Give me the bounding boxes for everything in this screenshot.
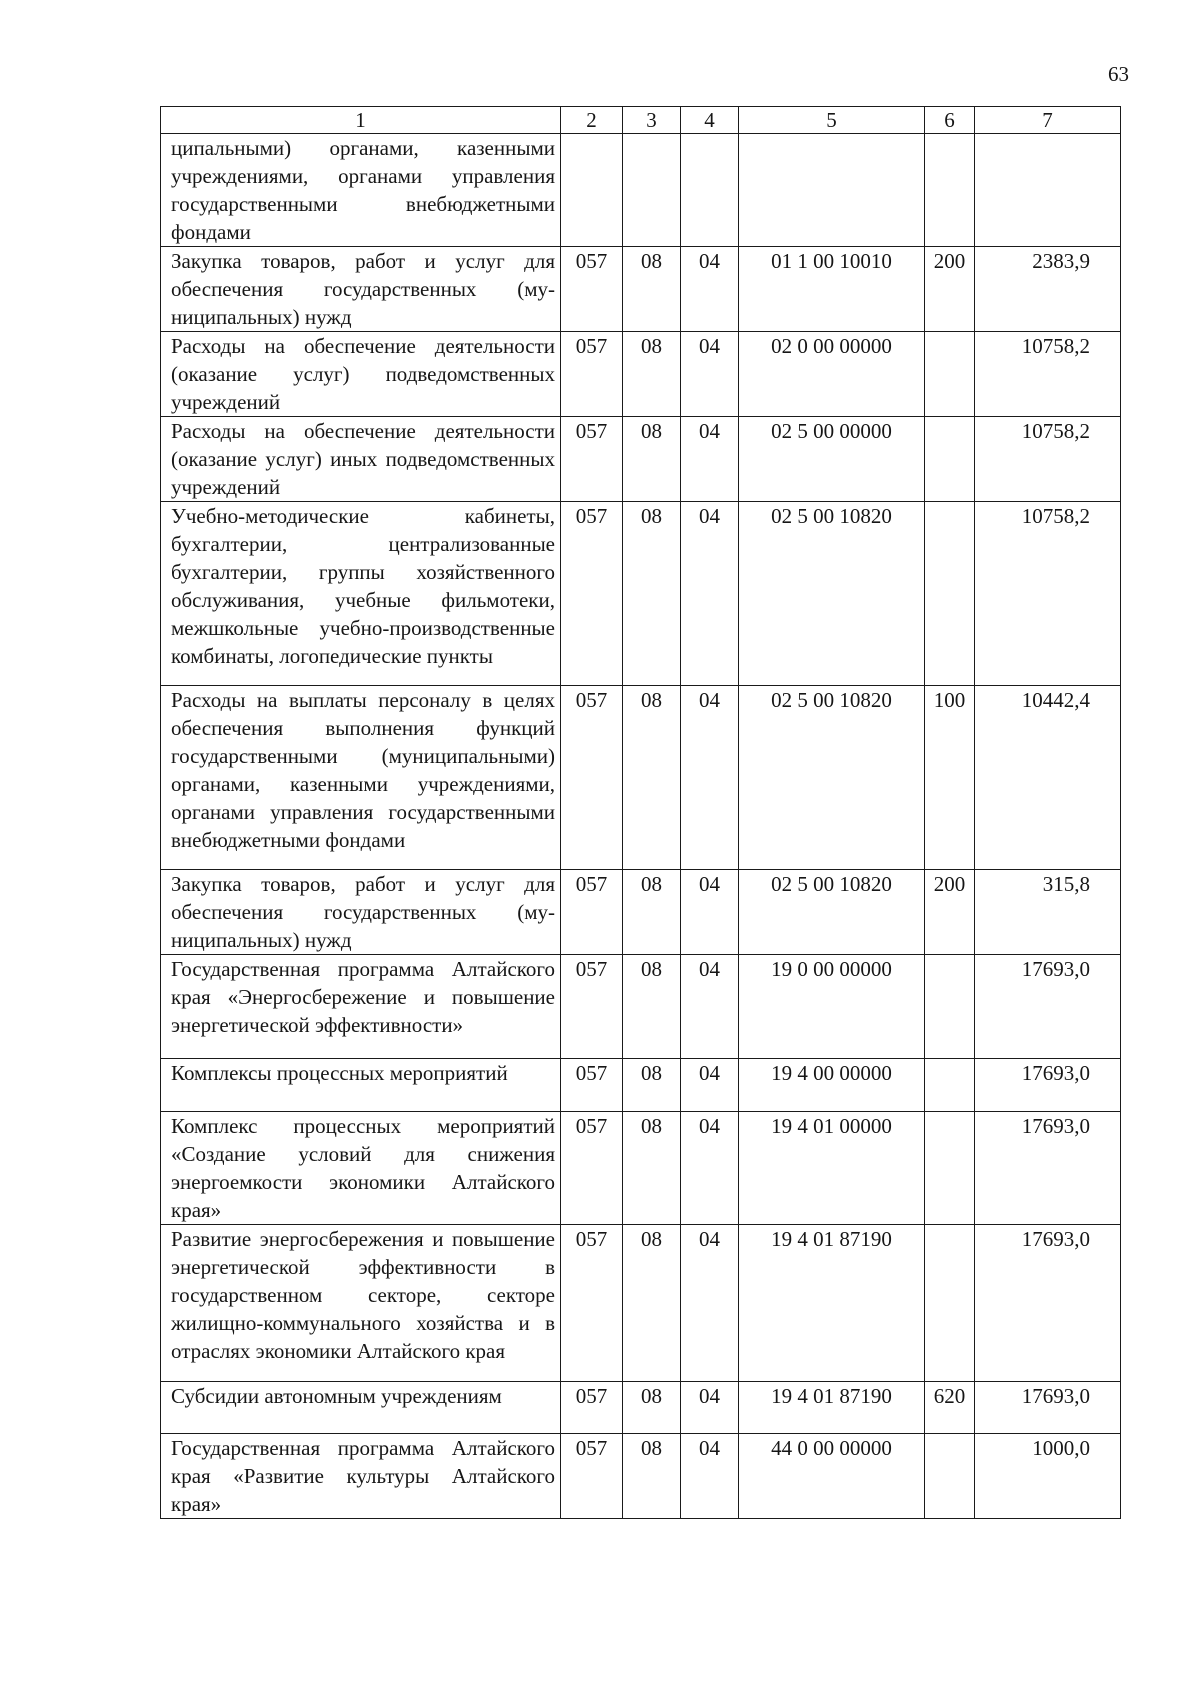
cell-amount: 17693,0 bbox=[975, 1059, 1121, 1112]
row-description: Государственная программа Алтайского края «Развитие культуры Алтайского края» bbox=[161, 1434, 561, 1519]
table-row bbox=[161, 1434, 1121, 1519]
row-description: Комплекс процессных мероприятий «Создание условий для снижения энергоемкости экономики Алтайского края» bbox=[161, 1112, 561, 1225]
cell-target-article: 19 4 01 87190 bbox=[739, 1382, 925, 1434]
table-row bbox=[161, 1382, 1121, 1434]
cell-subsection: 04 bbox=[681, 1225, 739, 1382]
cell-target-article bbox=[739, 134, 925, 247]
table-body bbox=[161, 134, 1121, 1519]
cell-expense-type: 200 bbox=[925, 247, 975, 332]
cell-amount: 17693,0 bbox=[975, 1112, 1121, 1225]
cell-expense-type bbox=[925, 1225, 975, 1382]
cell-target-article: 19 4 00 00000 bbox=[739, 1059, 925, 1112]
cell-amount: 10442,4 bbox=[975, 686, 1121, 870]
cell-admin-code bbox=[561, 134, 623, 247]
cell-target-article: 19 4 01 87190 bbox=[739, 1225, 925, 1382]
cell-admin-code: 057 bbox=[561, 1112, 623, 1225]
row-description: Расходы на выплаты персоналу в целях обеспечения выполнения функций государственными (муниципальными) органами, казенными учреждениями, органами управления государственными внебюджетными фондами bbox=[161, 686, 561, 870]
cell-expense-type bbox=[925, 1434, 975, 1519]
table-row bbox=[161, 247, 1121, 332]
cell-expense-type bbox=[925, 1059, 975, 1112]
cell-admin-code: 057 bbox=[561, 1434, 623, 1519]
cell-admin-code: 057 bbox=[561, 1225, 623, 1382]
column-header: 5 bbox=[739, 107, 925, 134]
cell-expense-type: 200 bbox=[925, 870, 975, 955]
cell-amount: 2383,9 bbox=[975, 247, 1121, 332]
row-description: Закупка товаров, работ и услуг для обеспечения государственных (муниципальных) нужд bbox=[161, 870, 561, 955]
cell-subsection: 04 bbox=[681, 247, 739, 332]
cell-subsection: 04 bbox=[681, 955, 739, 1059]
cell-expense-type bbox=[925, 332, 975, 417]
column-header: 2 bbox=[561, 107, 623, 134]
column-header: 4 bbox=[681, 107, 739, 134]
budget-table bbox=[160, 106, 1121, 1519]
cell-section: 08 bbox=[623, 247, 681, 332]
row-description: Развитие энергосбережения и повышение энергетической эффективности в государственном секторе, секторе жилищно-коммунального хозяйства и в отраслях экономики Алтайского края bbox=[161, 1225, 561, 1382]
cell-expense-type: 100 bbox=[925, 686, 975, 870]
cell-expense-type bbox=[925, 955, 975, 1059]
column-header: 3 bbox=[623, 107, 681, 134]
row-description: Комплексы процессных мероприятий bbox=[161, 1059, 561, 1112]
cell-subsection: 04 bbox=[681, 686, 739, 870]
table-row bbox=[161, 1112, 1121, 1225]
cell-subsection: 04 bbox=[681, 870, 739, 955]
cell-expense-type bbox=[925, 417, 975, 502]
table-row bbox=[161, 686, 1121, 870]
cell-target-article: 02 5 00 10820 bbox=[739, 686, 925, 870]
table-header-row bbox=[161, 107, 1121, 134]
table-row bbox=[161, 1059, 1121, 1112]
cell-amount: 10758,2 bbox=[975, 332, 1121, 417]
cell-admin-code: 057 bbox=[561, 955, 623, 1059]
cell-amount: 315,8 bbox=[975, 870, 1121, 955]
cell-subsection: 04 bbox=[681, 332, 739, 417]
cell-section: 08 bbox=[623, 332, 681, 417]
cell-section: 08 bbox=[623, 955, 681, 1059]
cell-amount: 17693,0 bbox=[975, 1225, 1121, 1382]
cell-target-article: 02 5 00 10820 bbox=[739, 502, 925, 686]
cell-amount: 1000,0 bbox=[975, 1434, 1121, 1519]
table-row bbox=[161, 134, 1121, 247]
row-description: Расходы на обеспечение деятельности (оказание услуг) подведомственных учреждений bbox=[161, 332, 561, 417]
table-row bbox=[161, 1225, 1121, 1382]
cell-subsection: 04 bbox=[681, 1434, 739, 1519]
cell-expense-type: 620 bbox=[925, 1382, 975, 1434]
cell-amount: 17693,0 bbox=[975, 955, 1121, 1059]
column-header: 6 bbox=[925, 107, 975, 134]
page-number: 63 bbox=[1108, 62, 1129, 86]
cell-section: 08 bbox=[623, 1225, 681, 1382]
cell-section: 08 bbox=[623, 686, 681, 870]
cell-expense-type bbox=[925, 1112, 975, 1225]
cell-amount bbox=[975, 134, 1121, 247]
cell-amount: 10758,2 bbox=[975, 417, 1121, 502]
cell-amount: 10758,2 bbox=[975, 502, 1121, 686]
row-description: Субсидии автономным учреждениям bbox=[161, 1382, 561, 1434]
row-description: Закупка товаров, работ и услуг для обеспечения государственных (муниципальных) нужд bbox=[161, 247, 561, 332]
cell-target-article: 19 0 00 00000 bbox=[739, 955, 925, 1059]
cell-section: 08 bbox=[623, 502, 681, 686]
row-description: ципальными) органами, казенными учреждениями, органами управления государственными внебюджетными фондами bbox=[161, 134, 561, 247]
cell-subsection: 04 bbox=[681, 502, 739, 686]
cell-section: 08 bbox=[623, 1434, 681, 1519]
cell-target-article: 02 5 00 10820 bbox=[739, 870, 925, 955]
cell-admin-code: 057 bbox=[561, 1382, 623, 1434]
column-header: 1 bbox=[161, 107, 561, 134]
cell-target-article: 01 1 00 10010 bbox=[739, 247, 925, 332]
table-row bbox=[161, 955, 1121, 1059]
cell-subsection: 04 bbox=[681, 1112, 739, 1225]
table-row bbox=[161, 417, 1121, 502]
cell-section: 08 bbox=[623, 1112, 681, 1225]
cell-section: 08 bbox=[623, 1382, 681, 1434]
cell-section: 08 bbox=[623, 417, 681, 502]
cell-target-article: 02 5 00 00000 bbox=[739, 417, 925, 502]
cell-admin-code: 057 bbox=[561, 417, 623, 502]
cell-section: 08 bbox=[623, 1059, 681, 1112]
cell-admin-code: 057 bbox=[561, 502, 623, 686]
cell-admin-code: 057 bbox=[561, 686, 623, 870]
row-description: Учебно-методические кабинеты, бухгалтерии, централизованные бухгалтерии, группы хозяйственного обслуживания, учебные фильмотеки, межшкольные учебно-производственные комбинаты, логопедические пункты bbox=[161, 502, 561, 686]
cell-subsection: 04 bbox=[681, 417, 739, 502]
cell-section: 08 bbox=[623, 870, 681, 955]
table-row bbox=[161, 332, 1121, 417]
cell-expense-type bbox=[925, 502, 975, 686]
cell-target-article: 02 0 00 00000 bbox=[739, 332, 925, 417]
cell-admin-code: 057 bbox=[561, 870, 623, 955]
cell-subsection bbox=[681, 134, 739, 247]
cell-subsection: 04 bbox=[681, 1382, 739, 1434]
cell-admin-code: 057 bbox=[561, 1059, 623, 1112]
table-row bbox=[161, 502, 1121, 686]
cell-amount: 17693,0 bbox=[975, 1382, 1121, 1434]
cell-admin-code: 057 bbox=[561, 247, 623, 332]
cell-section bbox=[623, 134, 681, 247]
cell-target-article: 44 0 00 00000 bbox=[739, 1434, 925, 1519]
cell-subsection: 04 bbox=[681, 1059, 739, 1112]
table-row bbox=[161, 870, 1121, 955]
column-header: 7 bbox=[975, 107, 1121, 134]
row-description: Расходы на обеспечение деятельности (оказание услуг) иных подведомственных учреждений bbox=[161, 417, 561, 502]
cell-expense-type bbox=[925, 134, 975, 247]
row-description: Государственная программа Алтайского края «Энергосбережение и повышение энергетической эффективности» bbox=[161, 955, 561, 1059]
cell-target-article: 19 4 01 00000 bbox=[739, 1112, 925, 1225]
cell-admin-code: 057 bbox=[561, 332, 623, 417]
